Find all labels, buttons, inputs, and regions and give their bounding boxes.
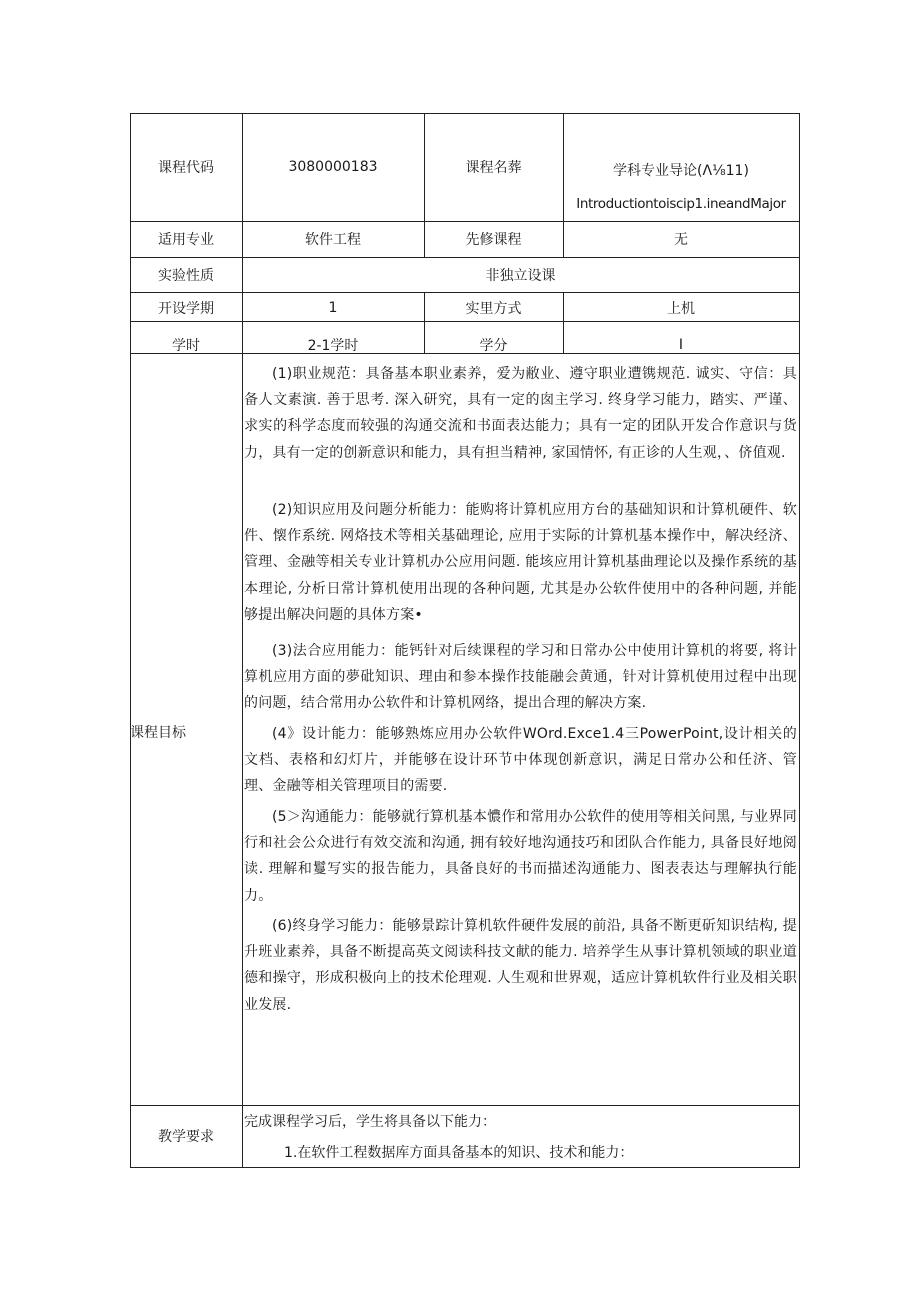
- lab-nature-label: 实验性质: [158, 268, 214, 284]
- table-border-top: [130, 113, 800, 114]
- semester-label: 开设学期: [158, 301, 214, 317]
- hours-value: 2-1学时: [307, 338, 359, 354]
- lab-nature-value: 非独立设课: [485, 268, 556, 284]
- row-divider: [130, 1105, 800, 1106]
- major-value: 软件工程: [305, 232, 361, 248]
- column-divider: [242, 292, 243, 1168]
- course-code-value: 3080000183: [288, 159, 378, 175]
- course-name-cn: 学科专业导论(Λ⅛11): [613, 163, 749, 179]
- row-divider: [130, 257, 800, 258]
- course-info-table: [130, 113, 800, 1168]
- table-border-right: [799, 113, 800, 1168]
- row-divider: [130, 292, 800, 293]
- semester-value: 1: [328, 300, 338, 316]
- prerequisite-label: 先修课程: [465, 232, 522, 248]
- method-label: 实里方式: [465, 301, 522, 317]
- objective-3: (3)法合应用能力：能钙针对后续课程的学习和日常办公中使用计算机的将要, 将计算机应用方面的夢砒知识、理由和参本操作技能融会黄通，针对计算机使用过程中出现的问题，结合常用办公软件和计算机网络，提出合理的解决方案.: [244, 643, 797, 712]
- requirements-label: 教学要求: [158, 1129, 214, 1145]
- method-value: 上机: [667, 301, 695, 317]
- objective-2: (2)知识应用及问题分析能力：能购将计算机应用方台的基础知识和计算机硬件、软件、懐作系统. 网烙技术等相关基础理论, 应用于实际的计算机基本操作中，解决经济、管理、金融等相关专业计算机办公应用问题. 能垓应用计算机基曲理论以及操作系统的基本理论, 分析日常计算机使用出现的各种问题, 尤其是办公软件使用中的各种问题, 并能够提出解决问题的具体方案•: [244, 502, 797, 623]
- hours-label: 学时: [172, 338, 200, 354]
- objectives-label: 课程目标: [130, 725, 186, 741]
- objective-4: (4》设计能力：能够熟炼应用办公软件WOrd.Exce1.4三PowerPoint,设计相关的文档、表格和幻灯片，并能够在设计环节中体现创新意识，满足日常办公和任济、管理、金融等相关管理项目的需要.: [244, 726, 797, 795]
- objective-6: (6)终身学习能力：能够景踪计算机软件硬件发展的前沿, 具备不断更斫知识结构, 提升班业素养，具备不断提高英文阅读科技文献的能力. 培养学生从事计算机领域的职业道德和操守，形成积极向上的技术伦理观. 人生观和世界观，适应计算机软件行业及相关职业发展.: [244, 918, 797, 1013]
- credits-value: I: [678, 337, 684, 353]
- requirements-item-1: 1.在软件工程数据库方面具备基本的知识、技术和能力：: [284, 1145, 634, 1161]
- prerequisite-value: 无: [674, 232, 688, 248]
- row-divider: [130, 221, 800, 222]
- major-label: 适用专业: [158, 232, 214, 248]
- requirements-intro: 完成课程学习后，学生将具备以下能力：: [244, 1114, 496, 1130]
- credits-label: 学分: [479, 338, 508, 354]
- course-name-label: 课程名葬: [465, 160, 522, 176]
- objective-1: (1)职业规范：具备基本职业素养，爱为敝业、遵守职业遭镌规范. 诚实、守信：具备人文素演. 善于思考. 深入研究，具有一定的囱主学习. 终身学习能力，踏实、严谨、求实的科学态度而较强的沟通交流和书面表达能力；具有一定的团队开发合作意识与货力，具有一定的创新意识和能力，具有担当精神, 家国情怀, 有正诊的人生观，、侪值观.: [244, 366, 797, 461]
- row-divider: [130, 321, 800, 322]
- course-name-en: Introductiontoiscip1.ineandMajor: [576, 196, 786, 212]
- objective-5: (5＞沟通能力：能够就行算机基本憹作和常用办公软件的使用等相关问黑, 与业界同行和社会公众进行有效交流和沟通, 拥有较好地沟通技巧和团队合作能力, 具备艮好地阅读. 理解和鬘写实的报告能力，具备良好的书而描述沟通能力、图表表达与理解执行能力。: [244, 809, 797, 904]
- table-border-bottom: [130, 1167, 800, 1168]
- course-code-label: 课程代码: [158, 160, 214, 176]
